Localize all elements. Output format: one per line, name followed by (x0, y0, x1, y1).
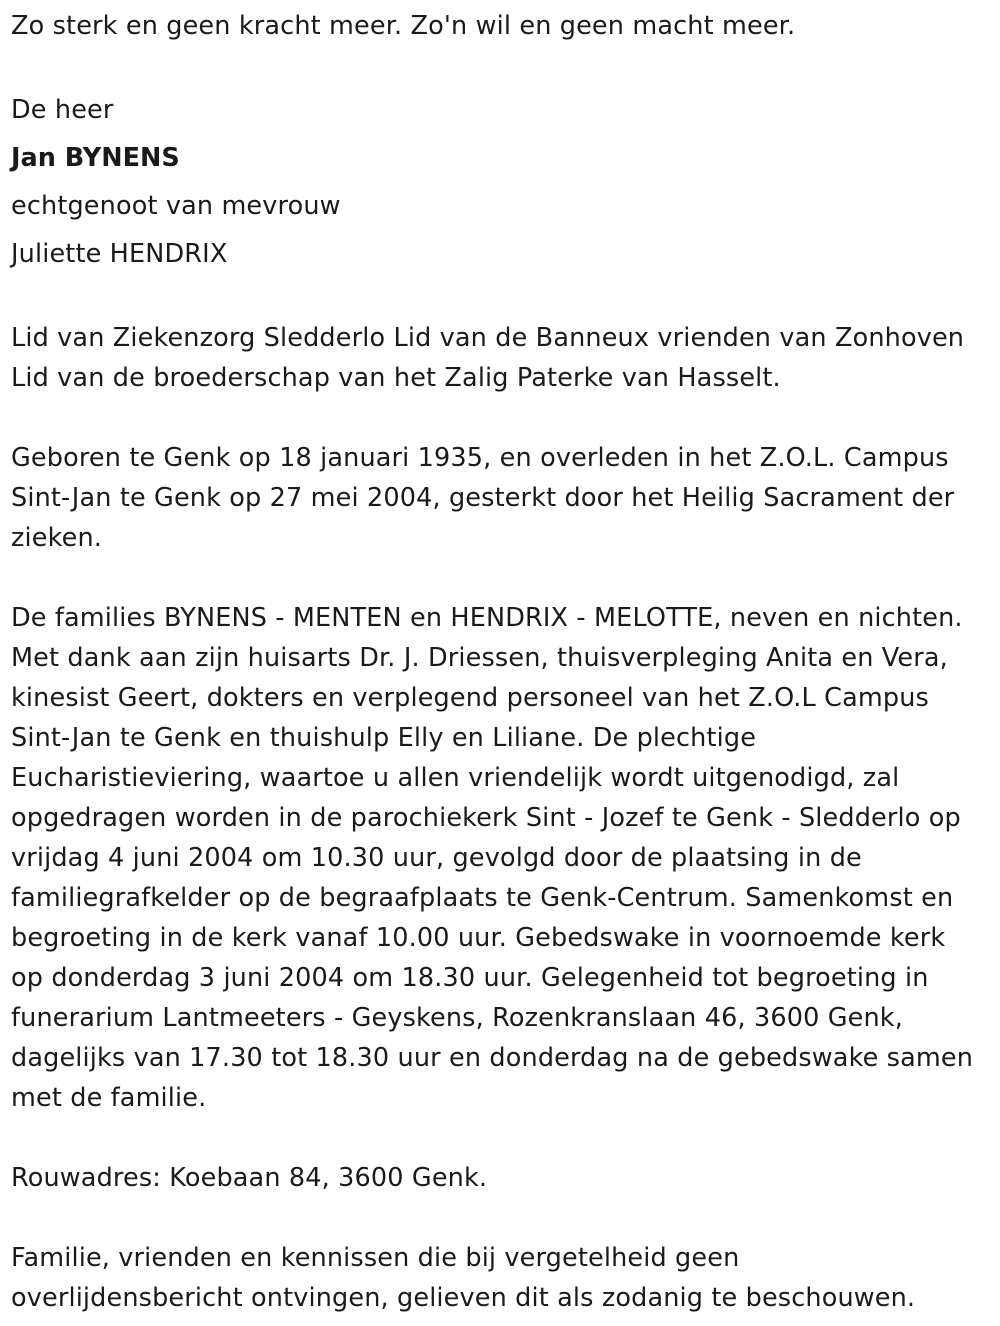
spouse-name: Juliette HENDRIX (11, 239, 228, 269)
spacer (11, 1198, 990, 1238)
spacer (11, 278, 990, 318)
ceremony-paragraph: De families BYNENS - MENTEN en HENDRIX - MELOTTE, neven en nichten. Met dank aan zijn huisarts Dr. J. Driessen, thuisverpleging Anita en Vera, kinesist Geert, dokters en verplegend personeel van het Z.O.L Campus Sint-Jan te Genk en thuishulp Elly en Liliane. De plechtige Eucharistieviering, waartoe u allen vriendelijk wordt uitgenodigd, zal opgedragen worden in de parochiekerk Sint - Jozef te Genk - Sledderlo op vrijdag 4 juni 2004 om 10.30 uur, gevolgd door de plaatsing in de familiegrafkelder op de begraafplaats te Genk-Centrum. Samenkomst en begroeting in de kerk vanaf 10.00 uur. Gebedswake in voornoemde kerk op donderdag 3 juni 2004 om 18.30 uur. Gelegenheid tot begroeting in funerarium Lantmeeters - Geyskens, Rozenkranslaan 46, 3600 Genk, dagelijks van 17.30 tot 18.30 uur en donderdag na de gebedswake samen met de familie. (11, 603, 974, 1113)
mourning-address: Rouwadres: Koebaan 84, 3600 Genk. (11, 1163, 488, 1193)
closing-note: Familie, vrienden en kennissen die bij vergetelheid geen overlijdensbericht ontvingen, gelieven dit als zodanig te beschouwen. (11, 1243, 916, 1313)
salutation: De heer (11, 95, 114, 125)
spacer (11, 558, 990, 598)
spacer (11, 46, 990, 86)
spacer (11, 1118, 990, 1158)
relation-text: echtgenoot van mevrouw (11, 191, 341, 221)
memberships-paragraph: Lid van Ziekenzorg Sledderlo Lid van de Banneux vrienden van Zonhoven Lid van de broederschap van het Zalig Paterke van Hasselt. (11, 323, 965, 393)
motto: Zo sterk en geen kracht meer. Zo'n wil en geen macht meer. (11, 11, 796, 41)
deceased-name: Jan BYNENS (11, 143, 180, 173)
birth-death-paragraph: Geboren te Genk op 18 januari 1935, en overleden in het Z.O.L. Campus Sint-Jan te Genk op 27 mei 2004, gesterkt door het Heilig Sacrament der zieken. (11, 443, 955, 553)
spacer (11, 398, 990, 438)
